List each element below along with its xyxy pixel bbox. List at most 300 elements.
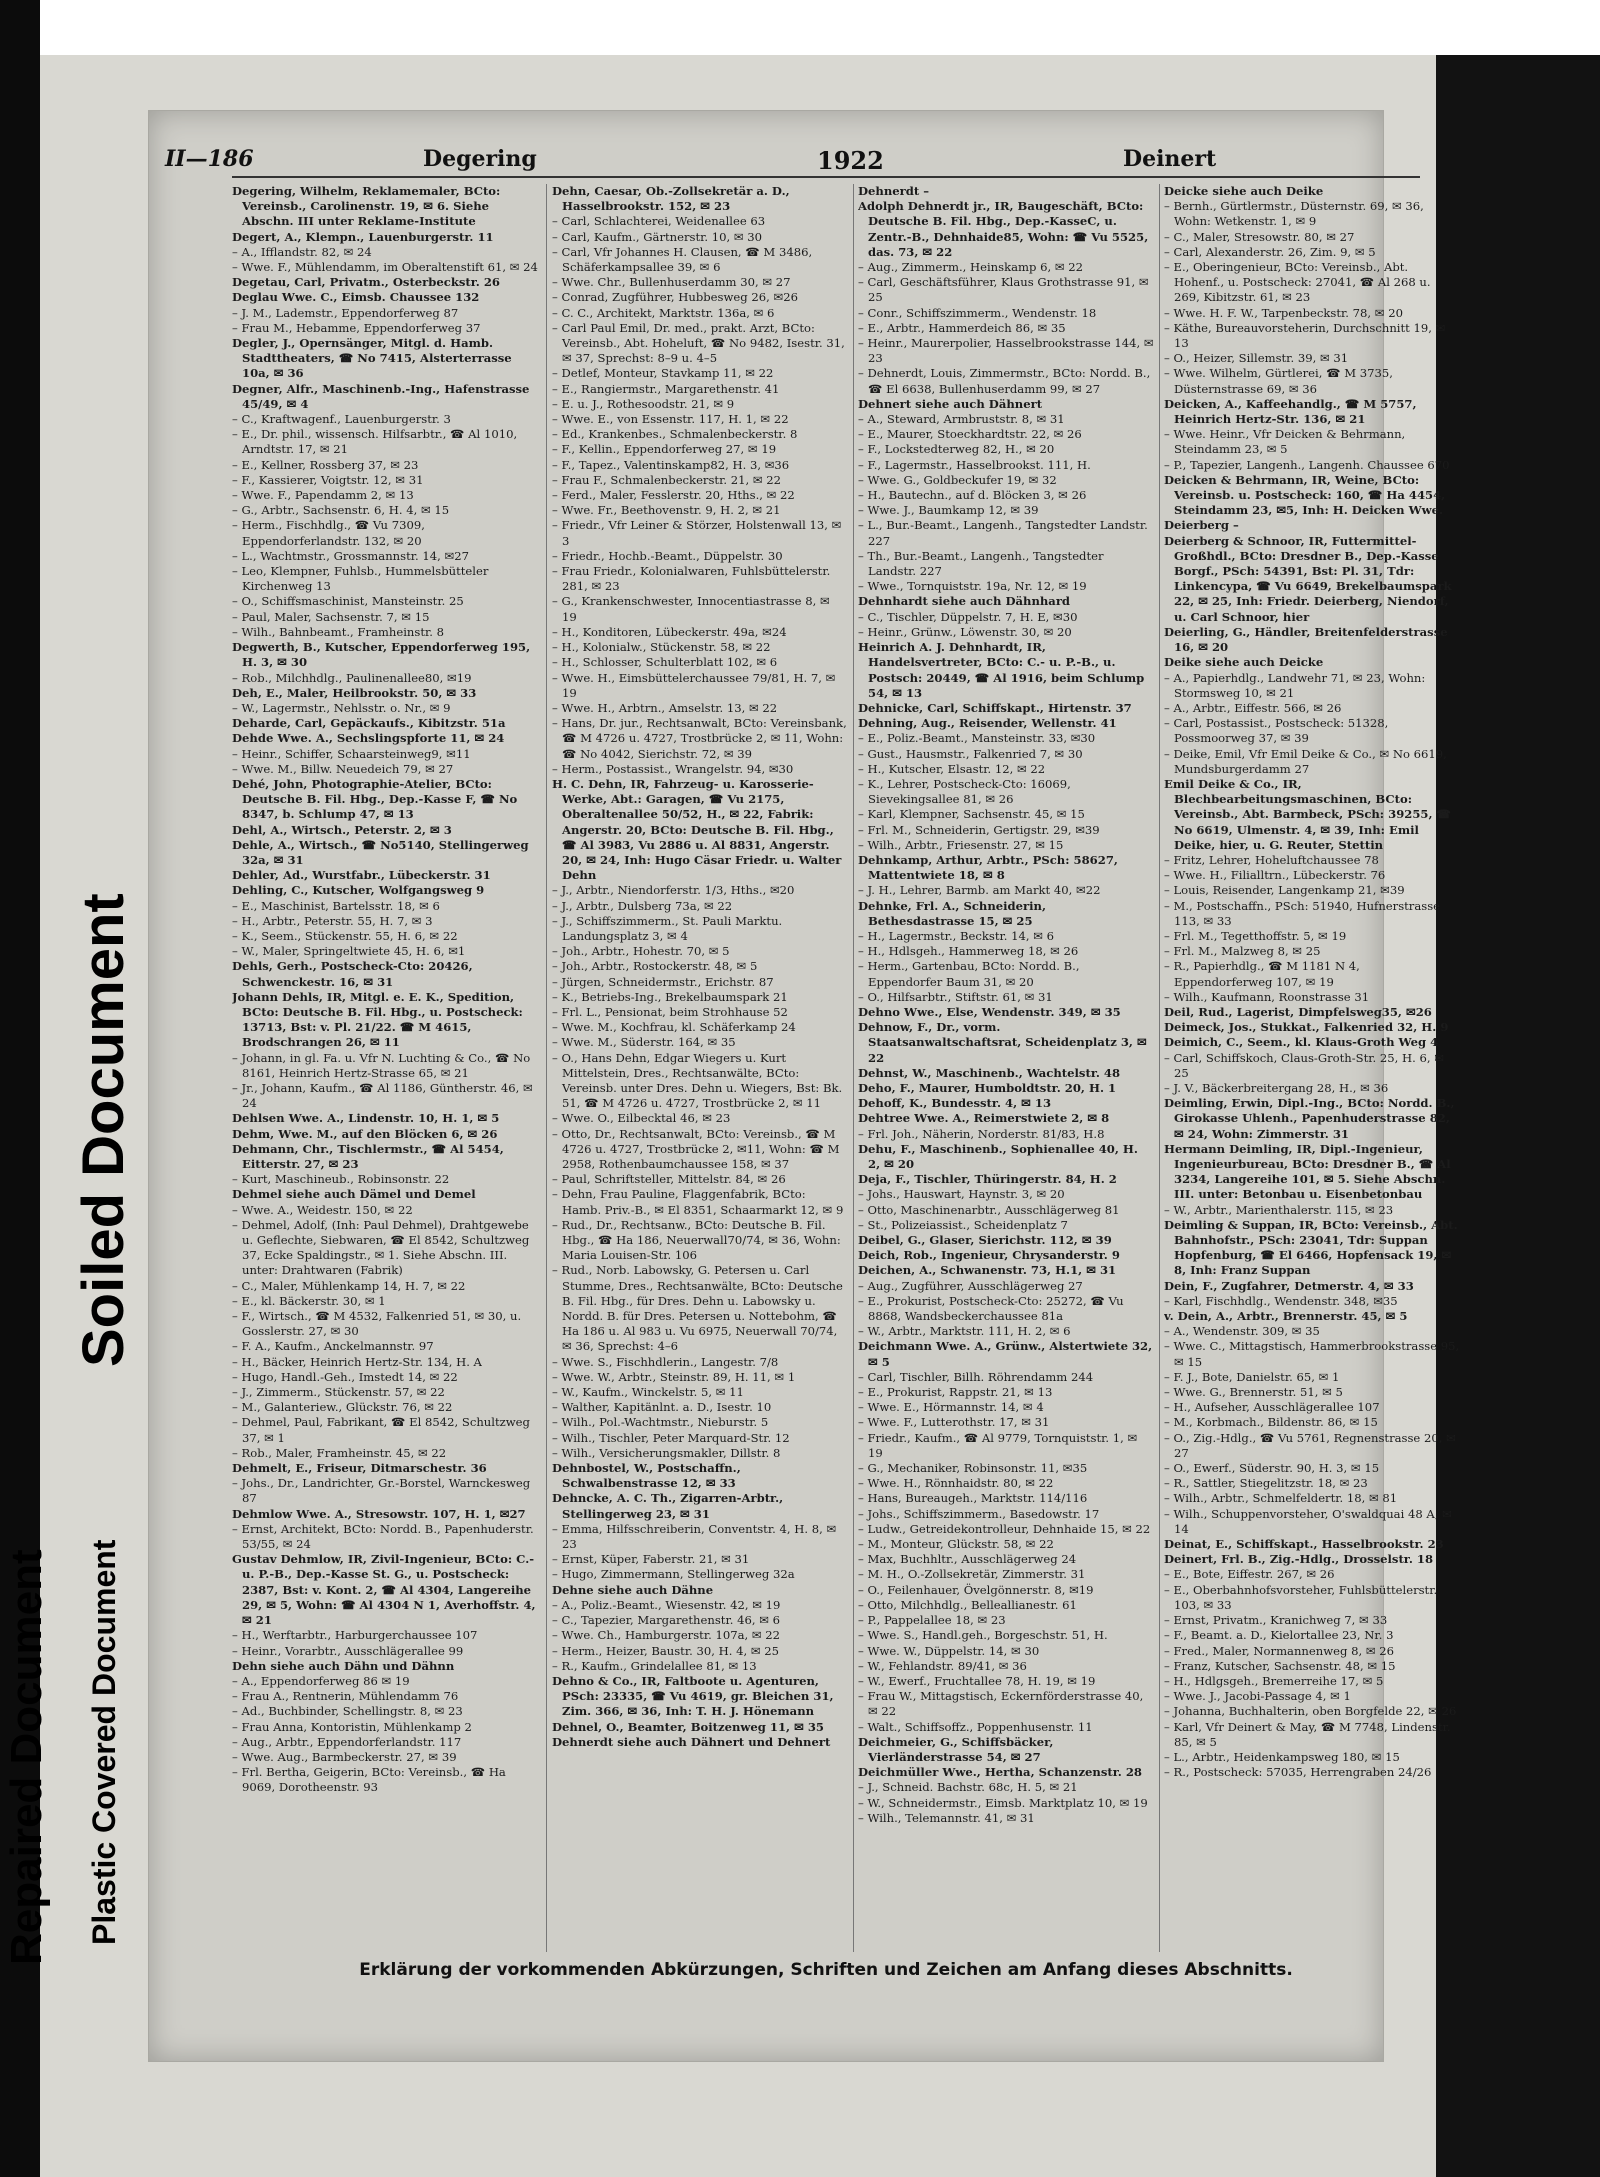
directory-column-4 <box>1164 184 1460 1954</box>
directory-entry: – R., Papierhdlg., ☎ M 1181 N 4, Eppendorferweg 107, ✉ 19 <box>1164 959 1360 989</box>
directory-entry: – Wwe. W., Arbtr., Steinstr. 89, H. 11, ✉ 1 <box>552 1369 796 1384</box>
directory-entry: Deinat, E., Schiffskapt., Hasselbrookstr. 23 <box>1164 1537 1444 1552</box>
directory-entry: Deichmüller Wwe., Hertha, Schanzenstr. 28 <box>858 1765 1142 1780</box>
directory-entry: – O., Ewerf., Süderstr. 90, H. 3, ✉ 15 <box>1164 1461 1380 1476</box>
directory-entry: Deimeck, Jos., Stukkat., Falkenried 32, H. 9 <box>1164 1020 1449 1035</box>
directory-entry: – Aug., Zimmerm., Heinskamp 6, ✉ 22 <box>858 260 1084 275</box>
directory-entry: – Joh., Arbtr., Hohestr. 70, ✉ 5 <box>552 944 730 959</box>
directory-entry: Dehm, Wwe. M., auf den Blöcken 6, ✉ 26 <box>232 1126 498 1141</box>
directory-entry: – Wilh., Arbtr., Friesenstr. 27, ✉ 15 <box>858 837 1064 852</box>
directory-entry: – A., Steward, Armbruststr. 8, ✉ 31 <box>858 412 1065 427</box>
directory-entry: – Wwe. G., Brennerstr. 51, ✉ 5 <box>1164 1385 1343 1400</box>
directory-entry: – A., Ifflandstr. 82, ✉ 24 <box>232 244 372 259</box>
directory-entry: – Otto, Dr., Rechtsanwalt, BCto: Vereinsb., ☎ M 4726 u. 4727, Trostbrücke 2, ✉11, Wohn: ☎ M 2958, Rothenbaumchaussee 158, ✉ 37 <box>552 1126 840 1171</box>
directory-entry: Dehling, C., Kutscher, Wolfgangsweg 9 <box>232 883 485 898</box>
directory-entry: – Wilh., Telemannstr. 41, ✉ 31 <box>858 1810 1035 1825</box>
directory-entry: – Conr., Schiffszimmerm., Wendenstr. 18 <box>858 305 1097 320</box>
directory-entry: Deinert, Frl. B., Zig.-Hdlg., Drosselstr. 18 <box>1164 1552 1434 1567</box>
scan-right-edge <box>1436 55 1600 2177</box>
directory-entry: – Ed., Krankenbes., Schmalenbeckerstr. 8 <box>552 427 798 442</box>
directory-entry: Dehle, A., Wirtsch., ☎ No5140, Stellingerweg 32a, ✉ 31 <box>232 837 529 867</box>
directory-entry: – Wwe. M., Süderstr. 164, ✉ 35 <box>552 1035 736 1050</box>
directory-entry: Dehlsen Wwe. A., Lindenstr. 10, H. 1, ✉ 5 <box>232 1111 500 1126</box>
directory-entry: – E., Maurer, Stoeckhardtstr. 22, ✉ 26 <box>858 427 1082 442</box>
directory-entry: Deharde, Carl, Gepäckaufs., Kibitzstr. 51a <box>232 716 506 731</box>
directory-entry: Heinrich A. J. Dehnhardt, IR, Handelsvertreter, BCto: C.- u. P.-B., u. Postsch: 20449, ☎ Al 1916, beim Schlump 54, ✉ 13 <box>858 640 1145 700</box>
directory-entry: – Wwe. H., Filialltrn., Lübeckerstr. 76 <box>1164 868 1386 883</box>
directory-entry: – Gust., Hausmstr., Falkenried 7, ✉ 30 <box>858 746 1083 761</box>
directory-entry: – W., Schneidermstr., Eimsb. Marktplatz 10, ✉ 19 <box>858 1795 1148 1810</box>
directory-entry: – Deike, Emil, Vfr Emil Deike & Co., ✉ No 6619, Mundsburgerdamm 27 <box>1164 746 1447 776</box>
directory-entry: – Franz, Kutscher, Sachsenstr. 48, ✉ 15 <box>1164 1658 1396 1673</box>
directory-entry: – Wwe., Tornquiststr. 19a, Nr. 12, ✉ 19 <box>858 579 1087 594</box>
directory-entry: – F., Kellin., Eppendorferweg 27, ✉ 19 <box>552 442 777 457</box>
directory-column-2 <box>552 184 848 1954</box>
directory-entry: Deibel, G., Glaser, Sierichstr. 112, ✉ 39 <box>858 1233 1112 1248</box>
directory-entry: – J., Arbtr., Niendorferstr. 1/3, Hths., ✉20 <box>552 883 795 898</box>
directory-entry: – M., Postschaffn., PSch: 51940, Hufnerstrasse 113, ✉ 33 <box>1164 898 1441 928</box>
directory-entry: Deimich, C., Seem., kl. Klaus-Groth Weg 4 <box>1164 1035 1439 1050</box>
directory-entry: – Johanna, Buchhalterin, oben Borgfelde 22, ✉ 26 <box>1164 1704 1457 1719</box>
directory-entry: Deierling, G., Händler, Breitenfelderstrasse 16, ✉ 20 <box>1164 624 1448 655</box>
directory-entry: Hermann Deimling, IR, Dipl.-Ingenieur, Ingenieurbureau, BCto: Dresdner B., ☎ Al 3234, Langereihe 101, ✉ 5. Siehe Abschn. III. unter: Betonbau u. Eisenbetonbau <box>1164 1141 1451 1202</box>
directory-entry: – Jr., Johann, Kaufm., ☎ Al 1186, Güntherstr. 46, ✉ 24 <box>232 1080 533 1111</box>
directory-entry: Dehne siehe auch Dähne <box>552 1582 714 1597</box>
directory-entry: – J. V., Bäckerbreitergang 28, H., ✉ 36 <box>1164 1080 1389 1095</box>
header-rule <box>232 176 1420 178</box>
directory-entry: – Aug., Arbtr., Eppendorferlandstr. 117 <box>232 1734 462 1749</box>
directory-entry: – Rob., Maler, Framheinstr. 45, ✉ 22 <box>232 1445 447 1460</box>
directory-entry: – F. A., Kaufm., Anckelmannstr. 97 <box>232 1339 434 1354</box>
directory-entry: – Frl. L., Pensionat, beim Strohhause 52 <box>552 1004 788 1019</box>
directory-entry: – Carl, Alexanderstr. 26, Zim. 9, ✉ 5 <box>1164 244 1376 259</box>
directory-entry: – H., Arbtr., Peterstr. 55, H. 7, ✉ 3 <box>232 913 433 928</box>
directory-entry: – Carl, Vfr Johannes H. Clausen, ☎ M 3486, Schäferkampsallee 39, ✉ 6 <box>552 244 813 275</box>
directory-entry: Dehn, Caesar, Ob.-Zollsekretär a. D., Hasselbrookstr. 152, ✉ 23 <box>552 184 790 214</box>
directory-entry: Deh, E., Maler, Heilbrookstr. 50, ✉ 33 <box>232 685 477 700</box>
directory-entry: – Conrad, Zugführer, Hubbesweg 26, ✉26 <box>552 290 798 305</box>
directory-entry: – C., Kraftwagenf., Lauenburgerstr. 3 <box>232 412 451 427</box>
directory-entry: Deike siehe auch Deicke <box>1164 655 1324 670</box>
directory-entry: Dehnkamp, Arthur, Arbtr., PSch: 58627, Mattentwiete 18, ✉ 8 <box>858 852 1118 883</box>
directory-entry: – E., Prokurist, Postscheck-Cto: 25272, ☎ Vu 8868, Wandsbeckerchaussee 81a <box>858 1293 1124 1324</box>
directory-entry: – Wwe. Aug., Barmbeckerstr. 27, ✉ 39 <box>232 1749 457 1764</box>
directory-entry: – Johs., Hauswart, Haynstr. 3, ✉ 20 <box>858 1187 1065 1202</box>
directory-entry: – Johs., Dr., Landrichter, Gr.-Borstel, Warnckesweg 87 <box>232 1476 531 1506</box>
directory-entry: – O., Feilenhauer, Övelgönnerstr. 8, ✉19 <box>858 1582 1094 1597</box>
directory-entry: – Jürgen, Schneidermstr., Erichstr. 87 <box>552 974 774 989</box>
directory-entry: Dehncke, A. C. Th., Zigarren-Arbtr., Stellingerweg 23, ✉ 31 <box>552 1491 784 1521</box>
directory-entry: Deicke siehe auch Deike <box>1164 184 1324 198</box>
directory-column-3 <box>858 184 1154 1954</box>
directory-entry: – F., Lockstedterweg 82, H., ✉ 20 <box>858 442 1055 457</box>
directory-entry: – Rud., Dr., Rechtsanw., BCto: Deutsche B. Fil. Hbg., ☎ Ha 186, Neuerwall70/74, ✉ 36, Wohn: Maria Louisen-Str. 106 <box>552 1217 841 1263</box>
directory-entry: – Heinr., Grünw., Löwenstr. 30, ✉ 20 <box>858 624 1072 639</box>
directory-entry: – Hans, Dr. jur., Rechtsanwalt, BCto: Vereinsbank, ☎ M 4726 u. 4727, Trostbrücke 2, ✉ 11, Wohn: ☎ No 4042, Sierichstr. 72, ✉ 39 <box>552 716 847 761</box>
directory-entry: – W., Fehlandstr. 89/41, ✉ 36 <box>858 1658 1027 1673</box>
directory-entry: Dehoff, K., Bundesstr. 4, ✉ 13 <box>858 1096 1052 1111</box>
directory-entry: – Paul, Schriftsteller, Mittelstr. 84, ✉ 26 <box>552 1172 786 1187</box>
directory-entry: – Th., Bur.-Beamt., Langenh., Tangstedter Landstr. 227 <box>858 548 1104 579</box>
directory-entry: – Rob., Milchhdlg., Paulinenallee80, ✉19 <box>232 670 472 685</box>
directory-entry: Degering, Wilhelm, Reklamemaler, BCto: Vereinsb., Carolinenstr. 19, ✉ 6. Siehe Abschn. III unter Reklame-Institute <box>232 184 501 229</box>
directory-entry: Dehler, Ad., Wurstfabr., Lübeckerstr. 31 <box>232 868 491 883</box>
directory-entry: – Louis, Reisender, Langenkamp 21, ✉39 <box>1164 883 1405 898</box>
directory-entry: – Otto, Milchhdlg., Belleallianestr. 61 <box>858 1597 1077 1612</box>
directory-entry: – E., Bote, Eiffestr. 267, ✉ 26 <box>1164 1567 1335 1582</box>
directory-entry: Dehde Wwe. A., Sechslingspforte 11, ✉ 24 <box>232 731 505 746</box>
abbreviation-footer: Erklärung der vorkommenden Abkürzungen, Schriften und Zeichen am Anfang dieses Abschnitts. <box>359 1960 1293 1980</box>
directory-entry: Dehnhardt siehe auch Dähnhard <box>858 594 1071 609</box>
directory-entry: – E. u. J., Rothesoodstr. 21, ✉ 9 <box>552 396 735 411</box>
directory-entry: – L., Wachtmstr., Grossmannstr. 14, ✉27 <box>232 548 469 563</box>
directory-entry: – K., Lehrer, Postscheck-Cto: 16069, Sievekingsallee 81, ✉ 26 <box>858 776 1071 807</box>
directory-entry: – Wwe. Ch., Hamburgerstr. 107a, ✉ 22 <box>552 1628 781 1643</box>
directory-entry: – Hugo, Handl.-Geh., Imstedt 14, ✉ 22 <box>232 1369 458 1384</box>
directory-entry: – H., Schlosser, Schulterblatt 102, ✉ 6 <box>552 655 778 670</box>
directory-entry: – H., Werftarbtr., Harburgerchaussee 107 <box>232 1628 478 1643</box>
directory-entry: – F., Wirtsch., ☎ M 4532, Falkenried 51, ✉ 30, u. Gosslerstr. 27, ✉ 30 <box>232 1309 522 1339</box>
directory-entry: Dehmel siehe auch Dämel und Demel <box>232 1187 476 1202</box>
directory-entry: – J., Schiffszimmerm., St. Pauli Marktu. Landungsplatz 3, ✉ 4 <box>552 913 783 943</box>
directory-entry: – Frl. M., Schneiderin, Gertigstr. 29, ✉39 <box>858 822 1100 837</box>
directory-entry: Dehtree Wwe. A., Reimerstwiete 2, ✉ 8 <box>858 1111 1110 1126</box>
directory-entry: – E., kl. Bäckerstr. 30, ✉ 1 <box>232 1293 386 1308</box>
directory-entry: Deichmeier, G., Schiffsbäcker, Vierländerstrasse 54, ✉ 27 <box>858 1734 1054 1764</box>
directory-entry: – Frau Anna, Kontoristin, Mühlenkamp 2 <box>232 1719 472 1734</box>
directory-entry: – Wilh., Pol.-Wachtmstr., Nieburstr. 5 <box>552 1415 769 1430</box>
directory-entry: – O., Hilfsarbtr., Stiftstr. 61, ✉ 31 <box>858 989 1053 1004</box>
directory-entry: v. Dein, A., Arbtr., Brennerstr. 45, ✉ 5 <box>1164 1309 1408 1324</box>
directory-entry: – Wilh., Kaufmann, Roonstrasse 31 <box>1164 989 1370 1004</box>
directory-entry: Deierberg & Schnoor, IR, Futtermittel-Großhdl., BCto: Dresdner B., Dep.-Kasse Borgf., PSch: 54391, Bst: Pl. 31, Tdr: Linkencypa, ☎ Vu 6649, Brekelbaumspark 22, ✉ 25, Inh: Friedr. Deierberg, Niendorf, u. Carl Schnoor, hier <box>1164 533 1452 624</box>
directory-entry: – J., Schneid. Bachstr. 68c, H. 5, ✉ 21 <box>858 1780 1078 1795</box>
directory-entry: – F., Beamt. a. D., Kielortallee 23, Nr. 3 <box>1164 1628 1394 1643</box>
directory-entry: Dehnerdt – <box>858 184 930 198</box>
directory-entry: Dehmann, Chr., Tischlermstr., ☎ Al 5454, Eitterstr. 27, ✉ 23 <box>232 1141 504 1171</box>
directory-entry: – Wwe. G., Goldbeckufer 19, ✉ 32 <box>858 472 1057 487</box>
directory-entry: Dehmlow Wwe. A., Stresowstr. 107, H. 1, ✉27 <box>232 1506 526 1521</box>
directory-entry: – Fred., Maler, Normannenweg 8, ✉ 26 <box>1164 1643 1395 1658</box>
directory-entry: Emil Deike & Co., IR, Blechbearbeitungsmaschinen, BCto: Vereinsb., Abt. Barmbeck, PSch: 39255, ☎ No 6619, Ulmenstr. 4, ✉ 39, Inh: Emil Deike, hier, u. G. Reuter, Stettin <box>1164 776 1451 852</box>
directory-entry: – Ernst, Privatm., Kranichweg 7, ✉ 33 <box>1164 1613 1388 1628</box>
directory-entry: Degler, J., Opernsänger, Mitgl. d. Hamb. Stadttheaters, ☎ No 7415, Alsterterrasse 10a, ✉ 36 <box>232 336 512 381</box>
page-number: II—186 <box>165 146 254 172</box>
directory-entry: – Wwe. F., Lutterothstr. 17, ✉ 31 <box>858 1415 1050 1430</box>
directory-entry: – Wwe. M., Billw. Neuedeich 79, ✉ 27 <box>232 761 454 776</box>
directory-entry: Dehnbostel, W., Postschaffn., Schwalbenstrasse 12, ✉ 33 <box>552 1461 741 1491</box>
directory-entry: – H., Hdlsgeh., Hammerweg 18, ✉ 26 <box>858 944 1079 959</box>
directory-entry: – R., Sattler, Stiegelitzstr. 18, ✉ 23 <box>1164 1476 1368 1491</box>
directory-entry: Johann Dehls, IR, Mitgl. e. E. K., Spedition, BCto: Deutsche B. Fil. Hbg., u. Postscheck: 13713, Bst: v. Pl. 21/22. ☎ M 4615, Brodschrangen 26, ✉ 11 <box>232 989 523 1050</box>
directory-entry: – Wwe. H. F. W., Tarpenbeckstr. 78, ✉ 20 <box>1164 305 1403 320</box>
directory-entry: – Ernst, Küper, Faberstr. 21, ✉ 31 <box>552 1552 750 1567</box>
page-header <box>165 146 1225 186</box>
column-divider <box>853 184 854 1952</box>
directory-entry: – Kurt, Maschineub., Robinsonstr. 22 <box>232 1172 450 1187</box>
directory-entry: – W., Arbtr., Marienthalerstr. 115, ✉ 23 <box>1164 1202 1394 1217</box>
directory-entry: – R., Kaufm., Grindelallee 81, ✉ 13 <box>552 1658 757 1673</box>
directory-entry: – Wwe. Heinr., Vfr Deicken & Behrmann, Steindamm 23, ✉ 5 <box>1164 427 1406 457</box>
directory-entry: Deierberg – <box>1164 518 1239 533</box>
directory-entry: – M., Monteur, Glückstr. 58, ✉ 22 <box>858 1537 1054 1552</box>
directory-entry: – G., Arbtr., Sachsenstr. 6, H. 4, ✉ 15 <box>232 503 450 518</box>
directory-entry: – Paul, Maler, Sachsenstr. 7, ✉ 15 <box>232 609 430 624</box>
directory-entry: – K., Betriebs-Ing., Brekelbaumspark 21 <box>552 989 788 1004</box>
directory-entry: – Frau F., Schmalenbeckerstr. 21, ✉ 22 <box>552 472 781 487</box>
directory-entry: – Carl, Kaufm., Gärtnerstr. 10, ✉ 30 <box>552 229 763 244</box>
directory-entry: – W., Maler, Springeltwiete 45, H. 6, ✉1 <box>232 944 466 959</box>
directory-entry: Gustav Dehmlow, IR, Zivil-Ingenieur, BCto: C.- u. P.-B., Dep.-Kasse St. G., u. Postscheck: 2387, Bst: v. Kont. 2, ☎ Al 4304, Langereihe 29, ✉ 5, Wohn: ☎ Al 4304 N 1, Averhoffstr. 4, ✉ 21 <box>232 1552 536 1628</box>
directory-entry: – Wwe. H., Eimsbüttelerchaussee 79/81, H. 7, ✉ 19 <box>552 670 836 700</box>
directory-entry: – W., Lagermstr., Nehlsstr. o. Nr., ✉ 9 <box>232 700 451 715</box>
directory-entry: – Emma, Hilfsschreiberin, Conventstr. 4, H. 8, ✉ 23 <box>552 1521 837 1552</box>
directory-entry: – Johs., Schiffszimmerm., Basedowstr. 17 <box>858 1506 1100 1521</box>
directory-entry: – Max, Buchhltr., Ausschlägerweg 24 <box>858 1552 1077 1567</box>
directory-entry: – Fritz, Lehrer, Hoheluftchaussee 78 <box>1164 852 1379 867</box>
directory-entry: – H., Bautechn., auf d. Blöcken 3, ✉ 26 <box>858 488 1087 503</box>
directory-entry: – Käthe, Bureauvorsteherin, Durchschnitt 19, ✉ 13 <box>1164 320 1446 351</box>
directory-entry: – Wwe. Chr., Bullenhuserdamm 30, ✉ 27 <box>552 275 791 290</box>
directory-entry: – Wwe. H., Rönnhaidstr. 80, ✉ 22 <box>858 1476 1054 1491</box>
directory-entry: Deichen, A., Schwanenstr. 73, H.1, ✉ 31 <box>858 1263 1117 1278</box>
directory-entry: – Wwe. F., Papendamm 2, ✉ 13 <box>232 488 414 503</box>
directory-entry: – Bernh., Gürtlermstr., Düsternstr. 69, ✉ 36, Wohn: Wetkenstr. 1, ✉ 9 <box>1164 199 1424 229</box>
directory-entry: – Ludw., Getreidekontrolleur, Dehnhaide 15, ✉ 22 <box>858 1521 1151 1536</box>
directory-entry: – Dehmel, Paul, Fabrikant, ☎ El 8542, Schultzweg 37, ✉ 1 <box>232 1415 530 1445</box>
directory-entry: – F., Tapez., Valentinskamp82, H. 3, ✉36 <box>552 457 790 472</box>
directory-entry: – Frau A., Rentnerin, Mühlendamm 76 <box>232 1689 459 1704</box>
directory-entry: – Wwe. Fr., Beethovenstr. 9, H. 2, ✉ 21 <box>552 503 781 518</box>
directory-entry: – Wwe. H., Arbtrn., Amselstr. 13, ✉ 22 <box>552 700 778 715</box>
directory-entry: – Ferd., Maler, Fesslerstr. 20, Hths., ✉ 22 <box>552 488 795 503</box>
directory-entry: – G., Mechaniker, Robinsonstr. 11, ✉35 <box>858 1461 1088 1476</box>
directory-entry: – Carl, Geschäftsführer, Klaus Grothstrasse 91, ✉ 25 <box>858 275 1149 305</box>
directory-entry: Adolph Dehnerdt jr., IR, Baugeschäft, BCto: Deutsche B. Fil. Hbg., Dep.-KasseC, u. Zentr.-B., Dehnhaide85, Wohn: ☎ Vu 5525, das. 73, ✉ 22 <box>858 199 1149 259</box>
directory-entry: Dehn siehe auch Dähn und Dähnn <box>232 1658 455 1673</box>
directory-entry: – W., Kaufm., Winckelstr. 5, ✉ 11 <box>552 1385 744 1400</box>
directory-entry: – K., Seem., Stückenstr. 55, H. 6, ✉ 22 <box>232 928 458 943</box>
directory-entry: – Wwe. E., Hörmannstr. 14, ✉ 4 <box>858 1400 1044 1415</box>
directory-entry: – L., Bur.-Beamt., Langenh., Tangstedter Landstr. 227 <box>858 518 1148 548</box>
directory-entry: – Frl. Joh., Näherin, Norderstr. 81/83, H.8 <box>858 1126 1105 1141</box>
directory-entry: – Herm., Heizer, Baustr. 30, H. 4, ✉ 25 <box>552 1643 779 1658</box>
directory-entry: Deil, Rud., Lagerist, Dimpfelsweg35, ✉26 <box>1164 1004 1432 1019</box>
directory-entry: Dehu, F., Maschinenb., Sophienallee 40, H. 2, ✉ 20 <box>858 1141 1138 1171</box>
directory-entry: Dehnert siehe auch Dähnert <box>858 396 1043 411</box>
directory-entry: Dehnel, O., Beamter, Boitzenweg 11, ✉ 35 <box>552 1719 824 1734</box>
directory-entry: – H., Konditoren, Lübeckerstr. 49a, ✉24 <box>552 624 787 639</box>
directory-entry: – W., Arbtr., Marktstr. 111, H. 2, ✉ 6 <box>858 1324 1071 1339</box>
directory-entry: Deichmann Wwe. A., Grünw., Alstertwiete 32, ✉ 5 <box>858 1339 1153 1369</box>
directory-entry: – F., Kassierer, Voigtstr. 12, ✉ 31 <box>232 472 424 487</box>
directory-entry: – Herm., Gartenbau, BCto: Nordd. B., Eppendorfer Baum 31, ✉ 20 <box>858 959 1080 989</box>
directory-entry: – Wwe. O., Eilbecktal 46, ✉ 23 <box>552 1111 731 1126</box>
directory-entry: – Carl, Schiffskoch, Claus-Groth-Str. 25, H. 6, ✉ 25 <box>1164 1050 1444 1080</box>
directory-entry: Dehnicke, Carl, Schiffskapt., Hirtenstr. 37 <box>858 700 1132 715</box>
directory-entry: – E., Oberingenieur, BCto: Vereinsb., Abt. Hohenf., u. Postscheck: 27041, ☎ Al 268 u. 269, Kibitzstr. 61, ✉ 23 <box>1164 260 1431 305</box>
directory-entry: – Wwe. J., Jacobi-Passage 4, ✉ 1 <box>1164 1689 1351 1704</box>
directory-entry: – Wwe. W., Düppelstr. 14, ✉ 30 <box>858 1643 1040 1658</box>
directory-entry: – E., Maschinist, Bartelsstr. 18, ✉ 6 <box>232 898 440 913</box>
header-right-word: Deinert <box>1123 146 1217 172</box>
directory-entry: – Wwe. C., Mittagstisch, Hammerbrookstrasse 95, ✉ 15 <box>1164 1339 1460 1369</box>
directory-entry: – C. C., Architekt, Marktstr. 136a, ✉ 6 <box>552 305 775 320</box>
directory-entry: – P., Tapezier, Langenh., Langenh. Chaussee 670 <box>1164 457 1450 472</box>
directory-entry: – Frl. M., Malzweg 8, ✉ 25 <box>1164 944 1321 959</box>
directory-entry: – J. H., Lehrer, Barmb. am Markt 40, ✉22 <box>858 883 1101 898</box>
directory-entry: – Wilh., Tischler, Peter Marquard-Str. 12 <box>552 1430 790 1445</box>
directory-entry: – H., Kutscher, Elsastr. 12, ✉ 22 <box>858 761 1046 776</box>
directory-entry: – E., Arbtr., Hammerdeich 86, ✉ 35 <box>858 320 1066 335</box>
directory-entry: – E., Rangiermstr., Margarethenstr. 41 <box>552 381 780 396</box>
directory-column-1 <box>232 184 540 1954</box>
directory-entry: – Wwe. E., von Essenstr. 117, H. 1, ✉ 22 <box>552 412 789 427</box>
directory-entry: – G., Krankenschwester, Innocentiastrasse 8, ✉ 19 <box>552 594 830 624</box>
directory-entry: Deicken, A., Kaffeehandlg., ☎ M 5757, Heinrich Hertz-Str. 136, ✉ 21 <box>1164 396 1417 427</box>
directory-entry: – Hugo, Zimmermann, Stellingerweg 32a <box>552 1567 795 1582</box>
directory-entry: – Frau M., Hebamme, Eppendorferweg 37 <box>232 320 481 335</box>
directory-entry: – Karl, Vfr Deinert & May, ☎ M 7748, Lindenstr. 85, ✉ 5 <box>1164 1719 1451 1749</box>
soiled-document-label: Soiled Document <box>71 893 136 1367</box>
directory-entry: – C., Maler, Stresowstr. 80, ✉ 27 <box>1164 229 1355 244</box>
directory-entry: – Johann, in gl. Fa. u. Vfr N. Luchting & Co., ☎ No 8161, Heinrich Hertz-Strasse 65, ✉ 21 <box>232 1050 531 1080</box>
header-left-word: Degering <box>423 146 537 172</box>
header-year: 1922 <box>817 146 884 175</box>
directory-entry: – Karl, Fischhdlg., Wendenstr. 348, ✉35 <box>1164 1293 1398 1308</box>
directory-entry: – E., Prokurist, Rappstr. 21, ✉ 13 <box>858 1385 1053 1400</box>
directory-entry: – O., Heizer, Sillemstr. 39, ✉ 31 <box>1164 351 1349 366</box>
directory-entry: – Dehn, Frau Pauline, Flaggenfabrik, BCto: Hamb. Priv.-B., ✉ El 8351, Schaarmarkt 12, ✉ 9 <box>552 1187 844 1217</box>
directory-entry: – Leo, Klempner, Fuhlsb., Hummelsbütteler Kirchenweg 13 <box>232 564 489 594</box>
directory-entry: – Wwe. F., Mühlendamm, im Oberaltenstift 61, ✉ 24 <box>232 260 538 275</box>
directory-entry: – Wilh., Schuppenvorsteher, O'swaldquai 48 A, ✉ 14 <box>1164 1506 1452 1536</box>
directory-entry: Dehning, Aug., Reisender, Wellenstr. 41 <box>858 716 1117 731</box>
directory-entry: – Wwe. S., Handl.geh., Borgeschstr. 51, H. <box>858 1628 1108 1643</box>
directory-entry: – Walt., Schiffsoffz., Poppenhusenstr. 11 <box>858 1719 1093 1734</box>
directory-entry: – Frl. M., Tegetthoffstr. 5, ✉ 19 <box>1164 928 1347 943</box>
directory-entry: – Wwe. M., Kochfrau, kl. Schäferkamp 24 <box>552 1020 796 1035</box>
directory-entry: – Friedr., Kaufm., ☎ Al 9779, Tornquiststr. 1, ✉ 19 <box>858 1430 1138 1460</box>
directory-entry: Degwerth, B., Kutscher, Eppendorferweg 195, H. 3, ✉ 30 <box>232 640 531 670</box>
directory-entry: Dehnow, F., Dr., vorm. Staatsanwaltschaftsrat, Scheidenplatz 3, ✉ 22 <box>858 1020 1147 1065</box>
directory-entry: – Carl, Postassist., Postscheck: 51328, Possmoorweg 37, ✉ 39 <box>1164 716 1389 746</box>
directory-entry: – C., Tischler, Düppelstr. 7, H. E, ✉30 <box>858 609 1078 624</box>
directory-entry: – Otto, Maschinenarbtr., Ausschlägerweg 81 <box>858 1202 1120 1217</box>
directory-entry: – Frl. Bertha, Geigerin, BCto: Vereinsb., ☎ Ha 9069, Dorotheenstr. 93 <box>232 1765 506 1795</box>
directory-entry: – A., Papierhdlg., Landwehr 71, ✉ 23, Wohn: Stormsweg 10, ✉ 21 <box>1164 670 1426 700</box>
directory-entry: – Rud., Norb. Labowsky, G. Petersen u. Carl Stumme, Dres., Rechtsanwälte, BCto: Deutsche B. Fil. Hbg., für Dres. Dehn u. Labowsky u. Nordd. B. für Dres. Petersen u. Nottebohm, ☎ Ha 186 u. Al 983 u. Vu 6975, Neuerwall 70/74, ✉ 36, Sprechst: 4–6 <box>552 1263 843 1354</box>
directory-entry: – Carl, Tischler, Billh. Röhrendamm 244 <box>858 1369 1094 1384</box>
directory-entry: – H., Lagermstr., Beckstr. 14, ✉ 6 <box>858 928 1055 943</box>
directory-entry: Deimling & Suppan, IR, BCto: Vereinsb., Abt. Bahnhofstr., PSch: 23041, Tdr: Suppan Hopfenburg, ☎ El 6466, Hopfensack 19, ✉ 8, Inh: Franz Suppan <box>1164 1217 1458 1278</box>
repaired-document-label: Repaired Document <box>2 1549 51 1965</box>
directory-entry: – Carl Paul Emil, Dr. med., prakt. Arzt, BCto: Vereinsb., Abt. Hoheluft, ☎ No 9482, Isestr. 31, ✉ 37, Sprechst: 8–9 u. 4–5 <box>552 320 845 366</box>
directory-entry: – E., Dr. phil., wissensch. Hilfsarbtr., ☎ Al 1010, Arndtstr. 17, ✉ 21 <box>232 427 518 457</box>
directory-entry: Dehé, John, Photographie-Atelier, BCto: Deutsche B. Fil. Hbg., Dep.-Kasse F, ☎ No 8347, b. Schlump 47, ✉ 13 <box>232 776 518 822</box>
directory-entry: – M., Galanteriew., Glückstr. 76, ✉ 22 <box>232 1400 453 1415</box>
directory-entry: – R., Postscheck: 57035, Herrengraben 24/26 <box>1164 1765 1432 1780</box>
directory-entry: – C., Maler, Mühlenkamp 14, H. 7, ✉ 22 <box>232 1278 466 1293</box>
directory-entry: – Frau W., Mittagstisch, Eckernförderstrasse 40, ✉ 22 <box>858 1689 1144 1719</box>
directory-entry: Dehl, A., Wirtsch., Peterstr. 2, ✉ 3 <box>232 822 452 837</box>
directory-entry: – A., Wendenstr. 309, ✉ 35 <box>1164 1324 1320 1339</box>
directory-entry: – Frau Friedr., Kolonialwaren, Fuhlsbüttelerstr. 281, ✉ 23 <box>552 564 831 594</box>
directory-entry: – A., Eppendorferweg 86 ✉ 19 <box>232 1673 410 1688</box>
directory-entry: – Detlef, Monteur, Stavkamp 11, ✉ 22 <box>552 366 774 381</box>
directory-entry: – J., Arbtr., Dulsberg 73a, ✉ 22 <box>552 898 733 913</box>
directory-entry: – Friedr., Vfr Leiner & Störzer, Holstenwall 13, ✉ 3 <box>552 518 842 548</box>
directory-entry: – Joh., Arbtr., Rostockerstr. 48, ✉ 5 <box>552 959 758 974</box>
directory-entry: – Aug., Zugführer, Ausschlägerweg 27 <box>858 1278 1083 1293</box>
directory-entry: – E., Oberbahnhofsvorsteher, Fuhlsbüttelerstr. 103, ✉ 33 <box>1164 1582 1438 1612</box>
directory-entry: – Wilh., Arbtr., Schmelfeldertr. 18, ✉ 81 <box>1164 1491 1398 1506</box>
directory-entry: – H., Aufseher, Ausschlägerallee 107 <box>1164 1400 1380 1415</box>
directory-entry: – Wwe. S., Fischhdlerin., Langestr. 7/8 <box>552 1354 779 1369</box>
directory-entry: – C., Tapezier, Margarethenstr. 46, ✉ 6 <box>552 1613 781 1628</box>
directory-entry: Deglau Wwe. C., Eimsb. Chaussee 132 <box>232 290 480 305</box>
directory-entry: – J. M., Lademstr., Eppendorferweg 87 <box>232 305 459 320</box>
directory-entry: – H., Hdlgsgeh., Bremerreihe 17, ✉ 5 <box>1164 1673 1384 1688</box>
directory-entry: Deho, F., Maurer, Humboldtstr. 20, H. 1 <box>858 1080 1117 1095</box>
directory-entry: – Wwe. J., Baumkamp 12, ✉ 39 <box>858 503 1039 518</box>
plastic-covered-label: Plastic Covered Document <box>86 1539 122 1945</box>
directory-entry: – E., Poliz.-Beamt., Mansteinstr. 33, ✉30 <box>858 731 1096 746</box>
directory-entry: – F. J., Bote, Danielstr. 65, ✉ 1 <box>1164 1369 1340 1384</box>
directory-entry: – Wwe. A., Weidestr. 150, ✉ 22 <box>232 1202 413 1217</box>
column-divider <box>1159 184 1160 1952</box>
directory-entry: – Walther, Kapitänlnt. a. D., Isestr. 10 <box>552 1400 772 1415</box>
directory-entry: Deimling, Erwin, Dipl.-Ing., BCto: Nordd. B., Girokasse Uhlenh., Papenhuderstrasse 82, ✉ 24, Wohn: Zimmerstr. 31 <box>1164 1096 1455 1141</box>
directory-entry: – P., Pappelallee 18, ✉ 23 <box>858 1613 1006 1628</box>
directory-entry: – W., Ewerf., Fruchtallee 78, H. 19, ✉ 19 <box>858 1673 1096 1688</box>
directory-entry: Degetau, Carl, Privatm., Osterbeckstr. 26 <box>232 275 500 290</box>
directory-entry: – Heinr., Schiffer, Schaarsteinweg9, ✉11 <box>232 746 471 761</box>
directory-entry: – A., Arbtr., Eiffestr. 566, ✉ 26 <box>1164 700 1342 715</box>
directory-entry: – Friedr., Hochb.-Beamt., Düppelstr. 30 <box>552 548 783 563</box>
directory-entry: – F., Lagermstr., Hasselbrookst. 111, H. <box>858 457 1091 472</box>
directory-entry: – L., Arbtr., Heidenkampsweg 180, ✉ 15 <box>1164 1749 1400 1764</box>
directory-entry: – Dehmel, Adolf, (Inh: Paul Dehmel), Drahtgewebe u. Geflechte, Siebwaren, ☎ El 8542, Schultzweg 37, Ecke Spaldingstr., ✉ 1. Siehe Abschn. III. unter: Drahtwaren (Fabrik) <box>232 1217 530 1278</box>
directory-entry: – Heinr., Vorarbtr., Ausschlägerallee 99 <box>232 1643 464 1658</box>
directory-entry: – Wilh., Versicherungsmakler, Dillstr. 8 <box>552 1445 781 1460</box>
column-divider <box>546 184 547 1952</box>
directory-entry: – E., Kellner, Rossberg 37, ✉ 23 <box>232 457 419 472</box>
directory-entry: Dehnst, W., Maschinenb., Wachtelstr. 48 <box>858 1065 1121 1080</box>
directory-entry: – O., Zig.-Hdlg., ☎ Vu 5761, Regnenstrasse 20, ✉ 27 <box>1164 1430 1456 1460</box>
directory-entry: – M., Korbmach., Bildenstr. 86, ✉ 15 <box>1164 1415 1378 1430</box>
directory-entry: – J., Zimmerm., Stückenstr. 57, ✉ 22 <box>232 1385 445 1400</box>
directory-entry: Deja, F., Tischler, Thüringerstr. 84, H. 2 <box>858 1172 1117 1187</box>
directory-entry: – H., Kolonialw., Stückenstr. 58, ✉ 22 <box>552 640 771 655</box>
directory-entry: – Ernst, Architekt, BCto: Nordd. B., Papenhuderstr. 53/55, ✉ 24 <box>232 1521 534 1552</box>
directory-entry: – A., Poliz.-Beamt., Wiesenstr. 42, ✉ 19 <box>552 1597 781 1612</box>
directory-entry: – Wilh., Bahnbeamt., Framheinstr. 8 <box>232 624 445 639</box>
directory-entry: – Hans, Bureaugeh., Marktstr. 114/116 <box>858 1491 1088 1506</box>
directory-entry: – Karl, Klempner, Sachsenstr. 45, ✉ 15 <box>858 807 1085 822</box>
directory-entry: – O., Hans Dehn, Edgar Wiegers u. Kurt Mittelstein, Dres., Rechtsanwälte, BCto: Vereinsb. unter Dres. Dehn u. Wiegers, Bst: Bk. 51, ☎ M 4726 u. 4727, Trostbrücke 2, ✉ 11 <box>552 1050 843 1111</box>
directory-entry: Deicken & Behrmann, IR, Weine, BCto: Vereinsb. u. Postscheck: 160, ☎ Ha 4454, Steindamm 23, ✉5, Inh: H. Deicken Wwe. <box>1164 472 1446 518</box>
directory-entry: Dehno & Co., IR, Faltboote u. Agenturen, PSch: 23335, ☎ Vu 4619, gr. Bleichen 31, Zim. 366, ✉ 36, Inh: T. H. J. Hönemann <box>552 1673 834 1719</box>
directory-entry: Dehls, Gerh., Postscheck-Cto: 20426, Schwenckestr. 16, ✉ 31 <box>232 959 473 989</box>
directory-entry: Deich, Rob., Ingenieur, Chrysanderstr. 9 <box>858 1248 1120 1263</box>
directory-entry: – Dehnerdt, Louis, Zimmermstr., BCto: Nordd. B., ☎ El 6638, Bullenhuserdamm 99, ✉ 27 <box>858 366 1151 396</box>
directory-entry: – Wwe. Wilhelm, Gürtlerei, ☎ M 3735, Düsternstrasse 69, ✉ 36 <box>1164 366 1393 396</box>
directory-entry: – O., Schiffsmaschinist, Mansteinstr. 25 <box>232 594 464 609</box>
directory-entry: – Herm., Fischhdlg., ☎ Vu 7309, Eppendorferlandstr. 132, ✉ 20 <box>232 518 425 548</box>
directory-entry: – Heinr., Maurerpolier, Hasselbrookstrasse 144, ✉ 23 <box>858 336 1154 366</box>
directory-entry: – Herm., Postassist., Wrangelstr. 94, ✉30 <box>552 761 794 776</box>
